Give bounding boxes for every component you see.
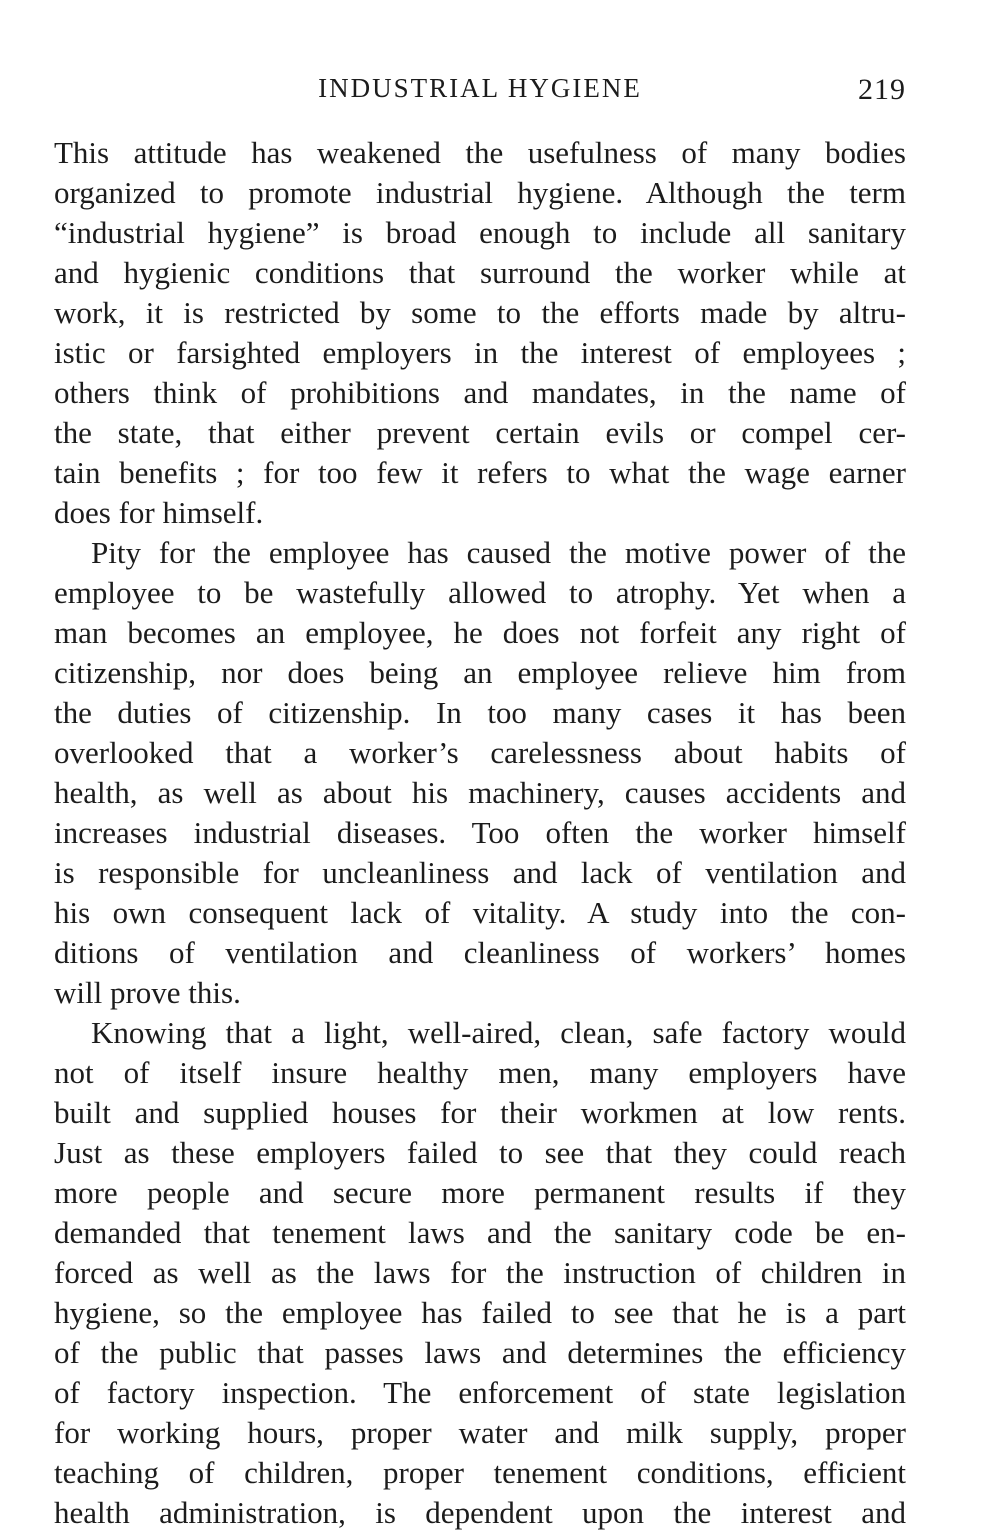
text-line: for working hours, proper water and milk supply, proper xyxy=(54,1415,906,1450)
text-line: Just as these employers failed to see that they could reach xyxy=(54,1135,906,1170)
running-head xyxy=(54,68,906,108)
text-line: This attitude has weakened the usefulness of many bodies xyxy=(54,135,906,170)
text-line: does for himself. xyxy=(54,495,264,530)
text-line: his own consequent lack of vitality. A study into the con- xyxy=(54,895,906,930)
text-line: increases industrial diseases. Too often the worker himself xyxy=(54,815,906,850)
text-line: organized to promote industrial hygiene. Although the term xyxy=(54,175,906,210)
text-line: ditions of ventilation and cleanliness of workers’ homes xyxy=(54,935,906,970)
text-line: tain benefits ; for too few it refers to what the wage earner xyxy=(54,455,906,490)
text-line: citizenship, nor does being an employee relieve him from xyxy=(54,655,906,690)
text-line: health administration, is dependent upon the interest and xyxy=(54,1495,906,1530)
text-line: overlooked that a worker’s carelessness about habits of xyxy=(54,735,906,770)
text-line: and hygienic conditions that surround the worker while at xyxy=(54,255,906,290)
text-line: built and supplied houses for their workmen at low rents. xyxy=(54,1095,906,1130)
page-number: 219 xyxy=(858,73,906,106)
text-line: man becomes an employee, he does not forfeit any right of xyxy=(54,615,906,650)
text-line: work, it is restricted by some to the efforts made by altru- xyxy=(54,295,906,330)
text-line: of the public that passes laws and determines the efficiency xyxy=(54,1335,906,1370)
text-line: more people and secure more permanent results if they xyxy=(54,1175,906,1210)
running-title: INDUSTRIAL HYGIENE xyxy=(318,73,642,103)
text-line: the state, that either prevent certain evils or compel cer- xyxy=(54,415,906,450)
text-line: Knowing that a light, well-aired, clean, safe factory would xyxy=(91,1015,906,1050)
text-line: demanded that tenement laws and the sanitary code be en- xyxy=(54,1215,906,1250)
text-line: hygiene, so the employee has failed to see that he is a part xyxy=(54,1295,906,1330)
text-line: not of itself insure healthy men, many employers have xyxy=(54,1055,906,1090)
text-line: of factory inspection. The enforcement of state legislation xyxy=(54,1375,906,1410)
body-text xyxy=(54,133,906,1533)
text-line: forced as well as the laws for the instruction of children in xyxy=(54,1255,906,1290)
text-line: the duties of citizenship. In too many cases it has been xyxy=(54,695,906,730)
text-line: “industrial hygiene” is broad enough to include all sanitary xyxy=(54,215,906,250)
text-line: others think of prohibitions and mandates, in the name of xyxy=(54,375,906,410)
text-line: is responsible for uncleanliness and lack of ventilation and xyxy=(54,855,906,890)
text-line: istic or farsighted employers in the interest of employees ; xyxy=(54,335,906,370)
text-line: teaching of children, proper tenement conditions, efficient xyxy=(54,1455,906,1490)
text-line: employee to be wastefully allowed to atrophy. Yet when a xyxy=(54,575,906,610)
text-line: health, as well as about his machinery, causes accidents and xyxy=(54,775,906,810)
text-line: will prove this. xyxy=(54,975,241,1010)
text-line: Pity for the employee has caused the motive power of the xyxy=(91,535,906,570)
